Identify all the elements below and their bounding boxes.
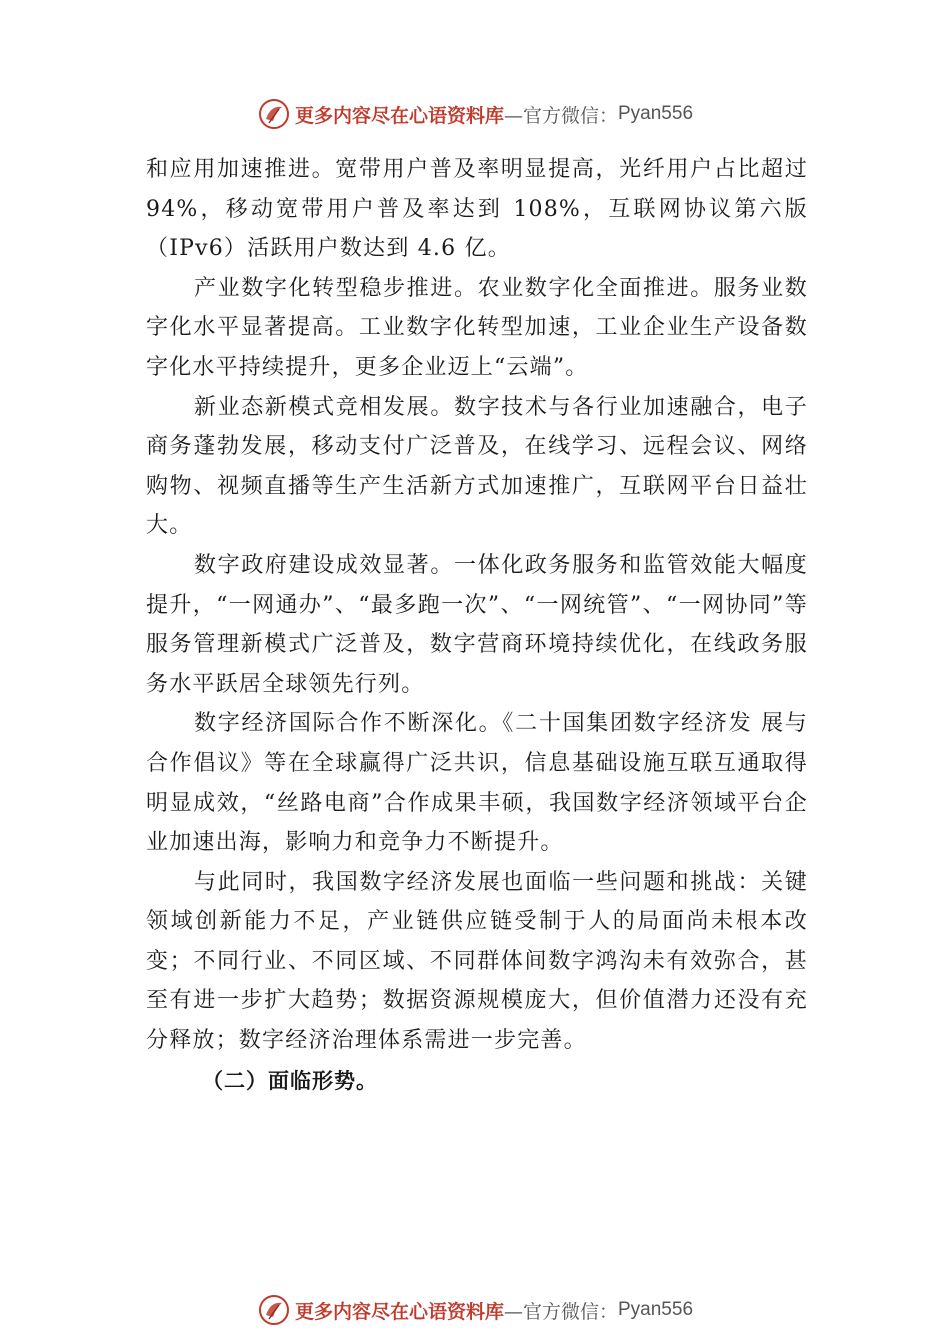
paragraph-5: 数字经济国际合作不断深化。《二十国集团数字经济发 展与合作倡议》等在全球赢得广泛共识，信息基础设施互联互通取得明显成效，“丝路电商”合作成果丰硕，我国数字经济领域平台企业加速出海，影响力和竞争力不断提升。 <box>146 711 808 856</box>
paragraph-3: 新业态新模式竞相发展。数字技术与各行业加速融合，电子商务蓬勃发展，移动支付广泛普及，在线学习、远程会议、网络购物、视频直播等生产生活新方式加速推广，互联网平台日益壮大。 <box>146 394 808 539</box>
banner-brand: Pyan556 <box>618 1299 694 1320</box>
logo-icon <box>257 97 291 131</box>
banner-red-text: 更多内容尽在心语资料库 <box>294 104 504 127</box>
paragraph-4: 数字政府建设成效显著。一体化政务服务和监管效能大幅度提升，“一网通办”、“最多跑一次”、“一网统管”、“一网协同”等服务管理新模式广泛普及，数字营商环境持续优化，在线政务服务水平跃居全球领先行列。 <box>146 552 808 697</box>
header-watermark-banner <box>0 94 950 134</box>
section-heading: （二）面临形势。 <box>202 1067 378 1093</box>
logo-icon <box>257 1293 291 1327</box>
banner-red-text: 更多内容尽在心语资料库 <box>294 1300 504 1323</box>
document-body <box>146 150 808 1100</box>
paragraph-2: 产业数字化转型稳步推进。农业数字化全面推进。服务业数字化水平显著提高。工业数字化转型加速，工业企业生产设备数字化水平持续提升，更多企业迈上“云端”。 <box>146 275 808 380</box>
banner-separator: —官方微信： <box>503 104 618 127</box>
paragraph-1: 和应用加速推进。宽带用户普及率明显提高，光纤用户占比超过 94%，移动宽带用户普及率达到 108%，互联网协议第六版（IPv6）活跃用户数达到 4.6 亿。 <box>146 157 808 262</box>
paragraph-6: 与此同时，我国数字经济发展也面临一些问题和挑战：关键领域创新能力不足，产业链供应链受制于人的局面尚未根本改变；不同行业、不同区域、不同群体间数字鸿沟未有效弥合，甚至有进一步扩大趋势；数据资源规模庞大，但价值潜力还没有充分释放；数字经济治理体系需进一步完善。 <box>146 869 808 1054</box>
footer-watermark-banner <box>0 1290 950 1330</box>
banner-brand: Pyan556 <box>618 103 694 124</box>
banner-separator: —官方微信： <box>503 1300 618 1323</box>
